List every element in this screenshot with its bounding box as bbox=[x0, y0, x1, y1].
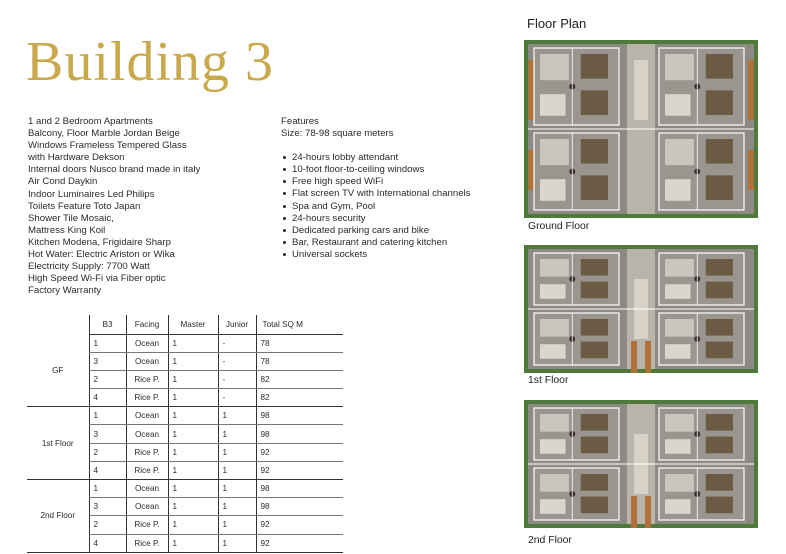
dining-table bbox=[581, 342, 608, 359]
cell-master: 1 bbox=[168, 534, 218, 552]
first-floor-plan bbox=[524, 245, 758, 373]
header-total: Total SQ M bbox=[256, 315, 343, 334]
bed bbox=[665, 474, 694, 492]
spec-item: Kitchen Modena, Frigidaire Sharp bbox=[28, 236, 171, 248]
feature-item: Universal sockets bbox=[281, 249, 511, 261]
dining-table bbox=[706, 90, 733, 115]
cell-master: 1 bbox=[168, 407, 218, 425]
cell-junior: 1 bbox=[218, 498, 256, 516]
first-floor-label: 1st Floor bbox=[528, 375, 569, 386]
bed bbox=[665, 54, 694, 80]
cell-b3: 1 bbox=[89, 480, 126, 498]
cell-facing: Ocean bbox=[126, 480, 168, 498]
feature-item: 24-hours security bbox=[281, 213, 511, 225]
dining-table bbox=[581, 474, 608, 491]
spec-item: High Speed Wi-Fi via Fiber optic bbox=[28, 273, 166, 285]
spec-item: Hot Water: Electric Ariston or Wika bbox=[28, 249, 175, 261]
bathroom bbox=[665, 284, 691, 299]
cell-facing: Ocean bbox=[126, 407, 168, 425]
spec-item: Toilets Feature Toto Japan bbox=[28, 200, 141, 212]
cell-master: 1 bbox=[168, 334, 218, 352]
spec-item: 1 and 2 Bedroom Apartments bbox=[28, 116, 153, 127]
cell-b3: 3 bbox=[89, 425, 126, 443]
dining-table bbox=[581, 319, 608, 336]
cell-junior: 1 bbox=[218, 516, 256, 534]
wood-deck bbox=[631, 341, 637, 373]
bed bbox=[665, 259, 694, 277]
spec-item: Electricity Supply: 7700 Watt bbox=[28, 261, 150, 273]
cell-b3: 4 bbox=[89, 534, 126, 552]
bathroom bbox=[540, 344, 566, 359]
spec-item: Factory Warranty bbox=[28, 285, 102, 297]
dining-table bbox=[706, 259, 733, 276]
dining-table bbox=[581, 54, 608, 79]
cell-total: 92 bbox=[256, 534, 343, 552]
cell-junior: 1 bbox=[218, 461, 256, 479]
cell-facing: Rice P. bbox=[126, 516, 168, 534]
wood-deck bbox=[748, 150, 754, 190]
spec-item: Windows Frameless Tempered Glass bbox=[28, 140, 187, 152]
cell-junior: - bbox=[218, 389, 256, 407]
cell-b3: 1 bbox=[89, 334, 126, 352]
cell-junior: - bbox=[218, 352, 256, 370]
spec-item: Balcony, Floor Marble Jordan Beige bbox=[28, 128, 180, 140]
header-floor bbox=[27, 315, 89, 334]
bed bbox=[665, 414, 694, 432]
second-floor-plan bbox=[524, 400, 758, 528]
staircase bbox=[634, 60, 648, 120]
table-row bbox=[27, 407, 343, 425]
bed bbox=[540, 259, 569, 277]
dining-table bbox=[706, 139, 733, 164]
bed bbox=[540, 414, 569, 432]
cell-b3: 4 bbox=[89, 389, 126, 407]
dining-table bbox=[706, 414, 733, 431]
bed bbox=[540, 54, 569, 80]
bathroom bbox=[665, 94, 691, 116]
bathroom bbox=[540, 179, 566, 201]
floor-plan-heading: Floor Plan bbox=[527, 16, 587, 31]
dining-table bbox=[706, 54, 733, 79]
feature-item: Spa and Gym, Pool bbox=[281, 201, 511, 213]
cell-total: 82 bbox=[256, 389, 343, 407]
cell-facing: Ocean bbox=[126, 498, 168, 516]
dining-table bbox=[581, 497, 608, 514]
cell-master: 1 bbox=[168, 461, 218, 479]
cell-total: 78 bbox=[256, 352, 343, 370]
cell-b3: 1 bbox=[89, 407, 126, 425]
cell-master: 1 bbox=[168, 352, 218, 370]
feature-item: Flat screen TV with International channels bbox=[281, 188, 511, 200]
dining-table bbox=[706, 175, 733, 200]
spec-item: Indoor Luminaires Led Philips bbox=[28, 188, 155, 200]
features-size: Size: 78-98 square meters bbox=[281, 128, 394, 140]
cell-junior: - bbox=[218, 370, 256, 388]
cell-junior: 1 bbox=[218, 534, 256, 552]
cell-facing: Ocean bbox=[126, 425, 168, 443]
dining-table bbox=[706, 497, 733, 514]
cell-b3: 4 bbox=[89, 461, 126, 479]
cell-master: 1 bbox=[168, 425, 218, 443]
unit-table bbox=[27, 315, 343, 553]
second-floor-label: 2nd Floor bbox=[528, 535, 572, 546]
cell-total: 98 bbox=[256, 498, 343, 516]
cell-master: 1 bbox=[168, 443, 218, 461]
dining-table bbox=[581, 175, 608, 200]
bathroom bbox=[665, 439, 691, 454]
floor-group-label: 1st Floor bbox=[27, 407, 89, 480]
spec-item: Mattress King Koil bbox=[28, 224, 106, 236]
wood-deck bbox=[528, 60, 534, 120]
cell-total: 98 bbox=[256, 407, 343, 425]
cell-total: 78 bbox=[256, 334, 343, 352]
feature-item: 24-hours lobby attendant bbox=[281, 152, 511, 164]
feature-item: 10-foot floor-to-ceiling windows bbox=[281, 164, 511, 176]
cell-total: 92 bbox=[256, 443, 343, 461]
specification-list bbox=[28, 116, 268, 297]
cell-facing: Rice P. bbox=[126, 534, 168, 552]
building-title: Building 3 bbox=[26, 31, 275, 93]
header-master: Master bbox=[168, 315, 218, 334]
cell-facing: Rice P. bbox=[126, 461, 168, 479]
wood-deck bbox=[748, 60, 754, 120]
cell-junior: 1 bbox=[218, 443, 256, 461]
cell-junior: 1 bbox=[218, 407, 256, 425]
floor-group-label: GF bbox=[27, 334, 89, 407]
ground-floor-plan bbox=[524, 40, 758, 218]
features-title: Features bbox=[281, 116, 319, 127]
cell-b3: 2 bbox=[89, 516, 126, 534]
bathroom bbox=[540, 499, 566, 514]
table-row bbox=[27, 334, 343, 352]
bed bbox=[540, 139, 569, 165]
spec-item: with Hardware Dekson bbox=[28, 152, 125, 164]
feature-item: Dedicated parking cars and bike bbox=[281, 225, 511, 237]
cell-total: 98 bbox=[256, 480, 343, 498]
cell-facing: Rice P. bbox=[126, 389, 168, 407]
spec-item: Shower Tile Mosaic, bbox=[28, 212, 114, 224]
feature-item: Bar, Restaurant and catering kitchen bbox=[281, 237, 511, 249]
floor-group-label: 2nd Floor bbox=[27, 480, 89, 553]
cell-master: 1 bbox=[168, 516, 218, 534]
ground-floor-label: Ground Floor bbox=[528, 221, 590, 232]
spec-item: Internal doors Nusco brand made in italy bbox=[28, 164, 201, 176]
bathroom bbox=[665, 344, 691, 359]
cell-master: 1 bbox=[168, 480, 218, 498]
dining-table bbox=[581, 437, 608, 454]
cell-b3: 2 bbox=[89, 443, 126, 461]
header-facing: Facing bbox=[126, 315, 168, 334]
bed bbox=[665, 319, 694, 337]
wood-deck bbox=[631, 496, 637, 528]
features-section bbox=[281, 116, 511, 261]
cell-master: 1 bbox=[168, 370, 218, 388]
cell-junior: 1 bbox=[218, 480, 256, 498]
bathroom bbox=[665, 499, 691, 514]
bathroom bbox=[665, 179, 691, 201]
bathroom bbox=[540, 94, 566, 116]
cell-facing: Ocean bbox=[126, 334, 168, 352]
dining-table bbox=[581, 259, 608, 276]
spec-item: Air Cond Daykin bbox=[28, 176, 98, 188]
cell-total: 82 bbox=[256, 370, 343, 388]
cell-total: 98 bbox=[256, 425, 343, 443]
wood-deck bbox=[528, 150, 534, 190]
table-body bbox=[27, 334, 343, 552]
cell-facing: Ocean bbox=[126, 352, 168, 370]
bathroom bbox=[540, 284, 566, 299]
wood-deck bbox=[645, 341, 651, 373]
cell-master: 1 bbox=[168, 498, 218, 516]
table-row bbox=[27, 480, 343, 498]
cell-total: 92 bbox=[256, 516, 343, 534]
cell-total: 92 bbox=[256, 461, 343, 479]
dining-table bbox=[581, 90, 608, 115]
cell-facing: Rice P. bbox=[126, 443, 168, 461]
wood-deck bbox=[645, 496, 651, 528]
dining-table bbox=[706, 437, 733, 454]
cell-junior: 1 bbox=[218, 425, 256, 443]
dining-table bbox=[706, 282, 733, 299]
cell-master: 1 bbox=[168, 389, 218, 407]
dining-table bbox=[581, 414, 608, 431]
bed bbox=[540, 474, 569, 492]
table-header-row bbox=[27, 315, 343, 334]
features-list bbox=[281, 152, 511, 261]
bed bbox=[665, 139, 694, 165]
cell-facing: Rice P. bbox=[126, 370, 168, 388]
dining-table bbox=[706, 342, 733, 359]
bathroom bbox=[540, 439, 566, 454]
cell-b3: 3 bbox=[89, 498, 126, 516]
feature-item: Free high speed WiFi bbox=[281, 176, 511, 188]
bed bbox=[540, 319, 569, 337]
header-b3: B3 bbox=[89, 315, 126, 334]
cell-junior: - bbox=[218, 334, 256, 352]
dining-table bbox=[706, 474, 733, 491]
header-junior: Junior bbox=[218, 315, 256, 334]
cell-b3: 3 bbox=[89, 352, 126, 370]
dining-table bbox=[581, 139, 608, 164]
dining-table bbox=[706, 319, 733, 336]
dining-table bbox=[581, 282, 608, 299]
cell-b3: 2 bbox=[89, 370, 126, 388]
